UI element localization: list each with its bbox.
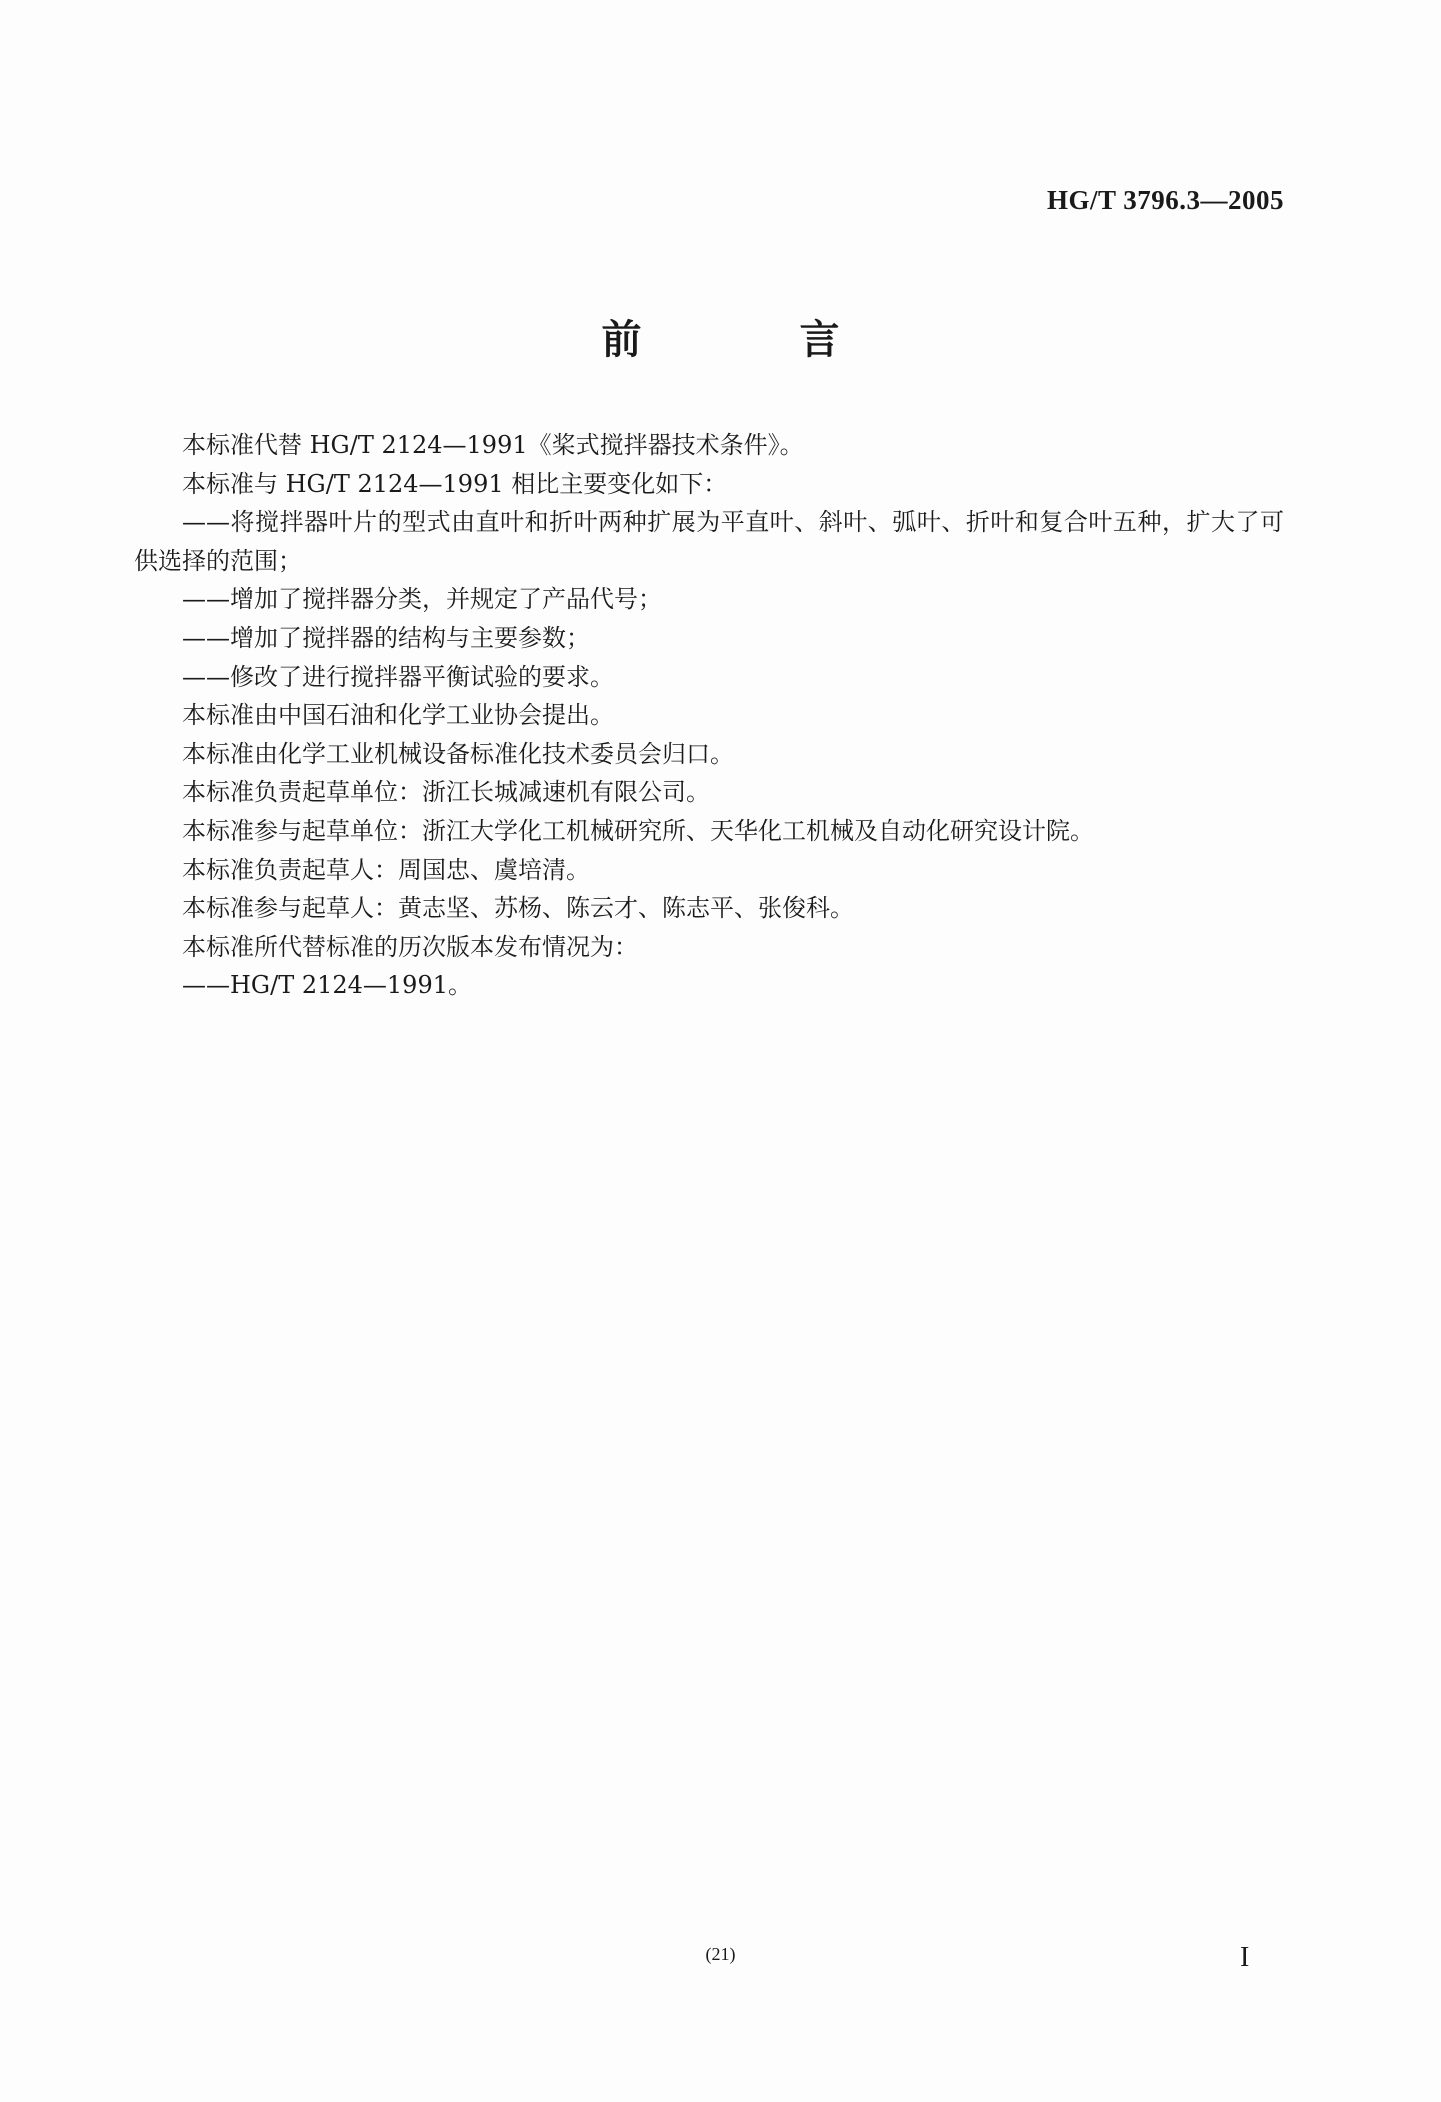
paragraph: 本标准负责起草人：周国忠、虞培清。 bbox=[182, 855, 590, 884]
paragraph: 本标准与 HG/T 2124—1991 相比主要变化如下： bbox=[182, 469, 728, 498]
paragraph: 本标准负责起草单位：浙江长城减速机有限公司。 bbox=[182, 778, 710, 807]
paragraph: ——将搅拌器叶片的型式由直叶和折叶两种扩展为平直叶、斜叶、弧叶、折叶和复合叶五种，扩大了可供选择的范围； bbox=[134, 508, 1284, 575]
page-title: 前 言 bbox=[601, 316, 912, 363]
page-number: (21) bbox=[705, 1944, 736, 1964]
paragraph: 本标准由化学工业机械设备标准化技术委员会归口。 bbox=[182, 739, 734, 768]
paragraph: ——增加了搅拌器分类，并规定了产品代号； bbox=[182, 585, 662, 614]
paragraph: ——HG/T 2124—1991。 bbox=[182, 971, 472, 1000]
paragraph: 本标准所代替标准的历次版本发布情况为： bbox=[182, 932, 638, 961]
roman-page-number: I bbox=[1240, 1942, 1250, 1973]
paragraph: 本标准参与起草人：黄志坚、苏杨、陈云才、陈志平、张俊科。 bbox=[182, 894, 854, 923]
paragraph: 本标准参与起草单位：浙江大学化工机械研究所、天华化工机械及自动化研究设计院。 bbox=[182, 816, 1094, 845]
paragraph: ——增加了搅拌器的结构与主要参数； bbox=[182, 623, 590, 652]
paragraph: 本标准由中国石油和化学工业协会提出。 bbox=[182, 701, 614, 730]
foreword-body bbox=[134, 426, 1284, 1005]
paragraph: ——修改了进行搅拌器平衡试验的要求。 bbox=[182, 662, 614, 691]
paragraph: 本标准代替 HG/T 2124—1991《桨式搅拌器技术条件》。 bbox=[182, 431, 804, 459]
standard-code: HG/T 3796.3—2005 bbox=[1046, 185, 1284, 215]
